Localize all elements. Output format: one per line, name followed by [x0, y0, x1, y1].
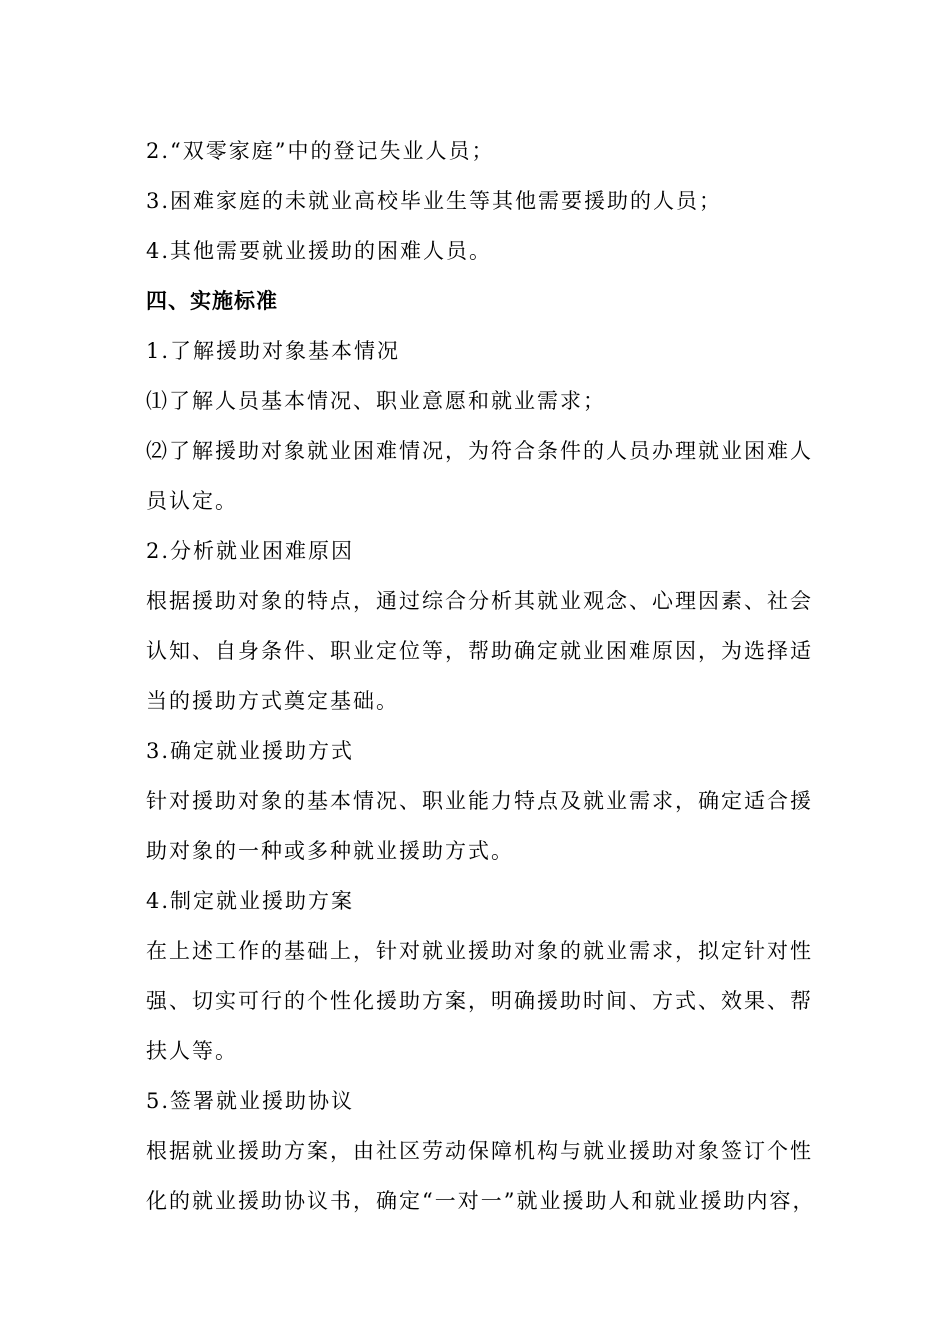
paragraph-line: ⑴了解人员基本情况、职业意愿和就业需求； [146, 389, 606, 413]
paragraph-line: ⑵了解援助对象就业困难情况，为符合条件的人员办理就业困难人 [146, 439, 813, 463]
subheading-sign-agreement: 5.签署就业援助协议 [146, 1089, 355, 1113]
paragraph-line: 扶人等。 [146, 1039, 238, 1063]
document-body [146, 126, 816, 1226]
list-item-graduates: 3.困难家庭的未就业高校毕业生等其他需要援助的人员； [146, 189, 723, 213]
paragraph-line: 根据就业援助方案，由社区劳动保障机构与就业援助对象签订个性 [146, 1139, 813, 1163]
subheading-determine-method: 3.确定就业援助方式 [146, 739, 355, 763]
list-item-other-difficult: 4.其他需要就业援助的困难人员。 [146, 239, 493, 263]
paragraph-line: 根据援助对象的特点，通过综合分析其就业观念、心理因素、社会 [146, 589, 813, 613]
paragraph-line: 强、切实可行的个性化援助方案，明确援助时间、方式、效果、帮 [146, 989, 813, 1013]
paragraph-line: 认知、自身条件、职业定位等，帮助确定就业困难原因，为选择适 [146, 639, 813, 663]
paragraph-line: 针对援助对象的基本情况、职业能力特点及就业需求，确定适合援 [146, 789, 813, 813]
paragraph-line: 当的援助方式奠定基础。 [146, 689, 399, 713]
paragraph-line: 在上述工作的基础上，针对就业援助对象的就业需求，拟定针对性 [146, 939, 813, 963]
paragraph-line: 化的就业援助协议书，确定“一对一”就业援助人和就业援助内容， [146, 1189, 816, 1213]
paragraph-line: 助对象的一种或多种就业援助方式。 [146, 839, 514, 863]
subheading-analyze-causes: 2.分析就业困难原因 [146, 539, 355, 563]
list-item-double-zero-family: 2.“双零家庭”中的登记失业人员； [146, 139, 495, 163]
paragraph-line: 员认定。 [146, 489, 238, 513]
section-heading-implementation-standards: 四、实施标准 [146, 289, 278, 313]
subheading-develop-plan: 4.制定就业援助方案 [146, 889, 355, 913]
subheading-understand-basic-situation: 1.了解援助对象基本情况 [146, 339, 401, 363]
